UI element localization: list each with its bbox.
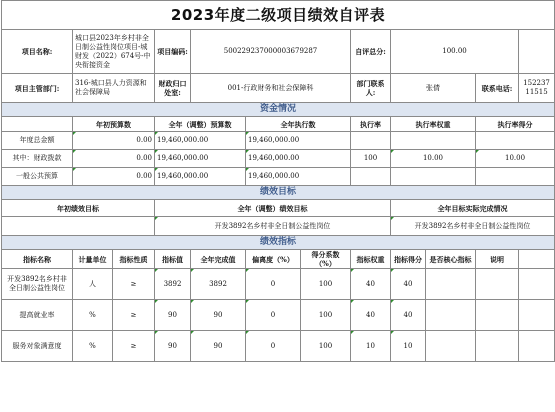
ind-header-core: 是否核心指标 [426, 250, 476, 269]
ind-cell-core [426, 269, 476, 300]
ind-cell-name: 服务对象满意度 [2, 331, 73, 362]
funds-row-label: 其中：财政拨款 [2, 150, 73, 168]
funds-cell-weight [391, 168, 476, 186]
funds-cell-executed: 19,460,000.00 [246, 132, 351, 150]
finance-label: 财政归口处室: [155, 74, 191, 103]
project-code-value: 500229237000003679287 [191, 30, 351, 74]
funds-header-executed: 全年执行数 [246, 117, 351, 132]
goals-section-header: 绩效目标 [2, 186, 555, 200]
funds-header-initial: 年初预算数 [73, 117, 155, 132]
ind-cell-unit: 人 [73, 269, 113, 300]
goals-initial-value [2, 217, 155, 236]
goals-adjusted-label: 全年（调整）绩效目标 [155, 200, 391, 217]
funds-cell-weight [391, 132, 476, 150]
ind-cell-score: 40 [391, 300, 426, 331]
funds-header-weight: 执行率权重 [391, 117, 476, 132]
ind-cell-blank [519, 300, 555, 331]
phone-label: 联系电话: [476, 74, 519, 103]
funds-cell-adjusted: 19,460,000.00 [155, 132, 246, 150]
ind-cell-target: 90 [155, 331, 191, 362]
ind-cell-target: 3892 [155, 269, 191, 300]
funds-cell-score: 10.00 [476, 150, 555, 168]
funds-cell-executed: 19,460,000.00 [246, 150, 351, 168]
ind-header-weight: 指标权重 [351, 250, 391, 269]
ind-header-name: 指标名称 [2, 250, 73, 269]
funds-cell-score [476, 132, 555, 150]
ind-header-nature: 指标性质 [113, 250, 155, 269]
score-value: 100.00 [391, 30, 519, 74]
ind-cell-coef: 100 [301, 331, 351, 362]
funds-cell-executed: 19,460,000.00 [246, 168, 351, 186]
ind-cell-actual: 90 [191, 331, 246, 362]
funds-cell-initial: 0.00 [73, 132, 155, 150]
contact-label: 部门联系人: [351, 74, 391, 103]
contact-value: 张倩 [391, 74, 476, 103]
ind-cell-unit: % [73, 300, 113, 331]
ind-cell-coef: 100 [301, 300, 351, 331]
ind-cell-actual: 90 [191, 300, 246, 331]
funds-cell-adjusted: 19,460,000.00 [155, 150, 246, 168]
info-blank-cell [519, 30, 555, 74]
goals-initial-label: 年初绩效目标 [2, 200, 155, 217]
project-name-label: 项目名称: [2, 30, 73, 74]
ind-cell-nature: ≥ [113, 300, 155, 331]
ind-cell-actual: 3892 [191, 269, 246, 300]
ind-cell-deviation: 0 [246, 331, 301, 362]
funds-header-rate: 执行率 [351, 117, 391, 132]
ind-header-actual: 全年完成值 [191, 250, 246, 269]
ind-cell-weight: 10 [351, 331, 391, 362]
funds-header-score: 执行率得分 [476, 117, 555, 132]
ind-header-coef: 得分系数（%） [301, 250, 351, 269]
ind-cell-nature: ≥ [113, 331, 155, 362]
ind-header-unit: 计量单位 [73, 250, 113, 269]
ind-cell-core [426, 331, 476, 362]
ind-cell-score: 40 [391, 269, 426, 300]
funds-cell-adjusted: 19,460,000.00 [155, 168, 246, 186]
indicators-section-header: 绩效指标 [2, 236, 555, 250]
funds-cell-rate [351, 132, 391, 150]
ind-cell-weight: 40 [351, 269, 391, 300]
ind-cell-core [426, 300, 476, 331]
ind-header-score: 指标得分 [391, 250, 426, 269]
ind-cell-deviation: 0 [246, 269, 301, 300]
dept-value: 316-城口县人力资源和社会保障局 [73, 74, 155, 103]
project-code-label: 项目编码: [155, 30, 191, 74]
funds-header-adjusted: 全年（调整）预算数 [155, 117, 246, 132]
score-label: 自评总分: [351, 30, 391, 74]
finance-value: 001-行政财务和社会保障科 [191, 74, 351, 103]
funds-cell-weight: 10.00 [391, 150, 476, 168]
ind-cell-score: 10 [391, 331, 426, 362]
page-title: 2023年度二级项目绩效自评表 [2, 1, 555, 30]
ind-header-blank [519, 250, 555, 269]
funds-row-label: 一般公共预算 [2, 168, 73, 186]
funds-header-blank [2, 117, 73, 132]
ind-header-note: 说明 [476, 250, 519, 269]
funds-cell-rate [351, 168, 391, 186]
funds-row-label: 年度总金额 [2, 132, 73, 150]
ind-cell-weight: 40 [351, 300, 391, 331]
project-name-value: 城口县2023年乡村非全日制公益性岗位项目-城财发（2022）674号-中央衔接资金 [73, 30, 155, 74]
ind-cell-name: 开发3892名乡村非全日制公益性岗位 [2, 269, 73, 300]
goals-adjusted-value: 开发3892名乡村非全日制公益性岗位 [155, 217, 391, 236]
ind-cell-blank [519, 269, 555, 300]
ind-cell-unit: % [73, 331, 113, 362]
funds-cell-initial: 0.00 [73, 150, 155, 168]
ind-header-target: 指标值 [155, 250, 191, 269]
funds-section-header: 资金情况 [2, 103, 555, 117]
ind-cell-name: 提高就业率 [2, 300, 73, 331]
funds-cell-rate: 100 [351, 150, 391, 168]
goals-actual-value: 开发3892名乡村非全日制公益性岗位 [391, 217, 555, 236]
ind-cell-note [476, 300, 519, 331]
funds-cell-score [476, 168, 555, 186]
ind-cell-blank [519, 331, 555, 362]
dept-label: 项目主管部门: [2, 74, 73, 103]
funds-cell-initial: 0.00 [73, 168, 155, 186]
ind-cell-nature: ≥ [113, 269, 155, 300]
ind-cell-note [476, 269, 519, 300]
ind-cell-deviation: 0 [246, 300, 301, 331]
ind-cell-note [476, 331, 519, 362]
ind-header-deviation: 偏离度（%） [246, 250, 301, 269]
ind-cell-coef: 100 [301, 269, 351, 300]
ind-cell-target: 90 [155, 300, 191, 331]
phone-value: 15223711515 [519, 74, 555, 103]
evaluation-table [1, 0, 555, 362]
goals-actual-label: 全年目标实际完成情况 [391, 200, 555, 217]
